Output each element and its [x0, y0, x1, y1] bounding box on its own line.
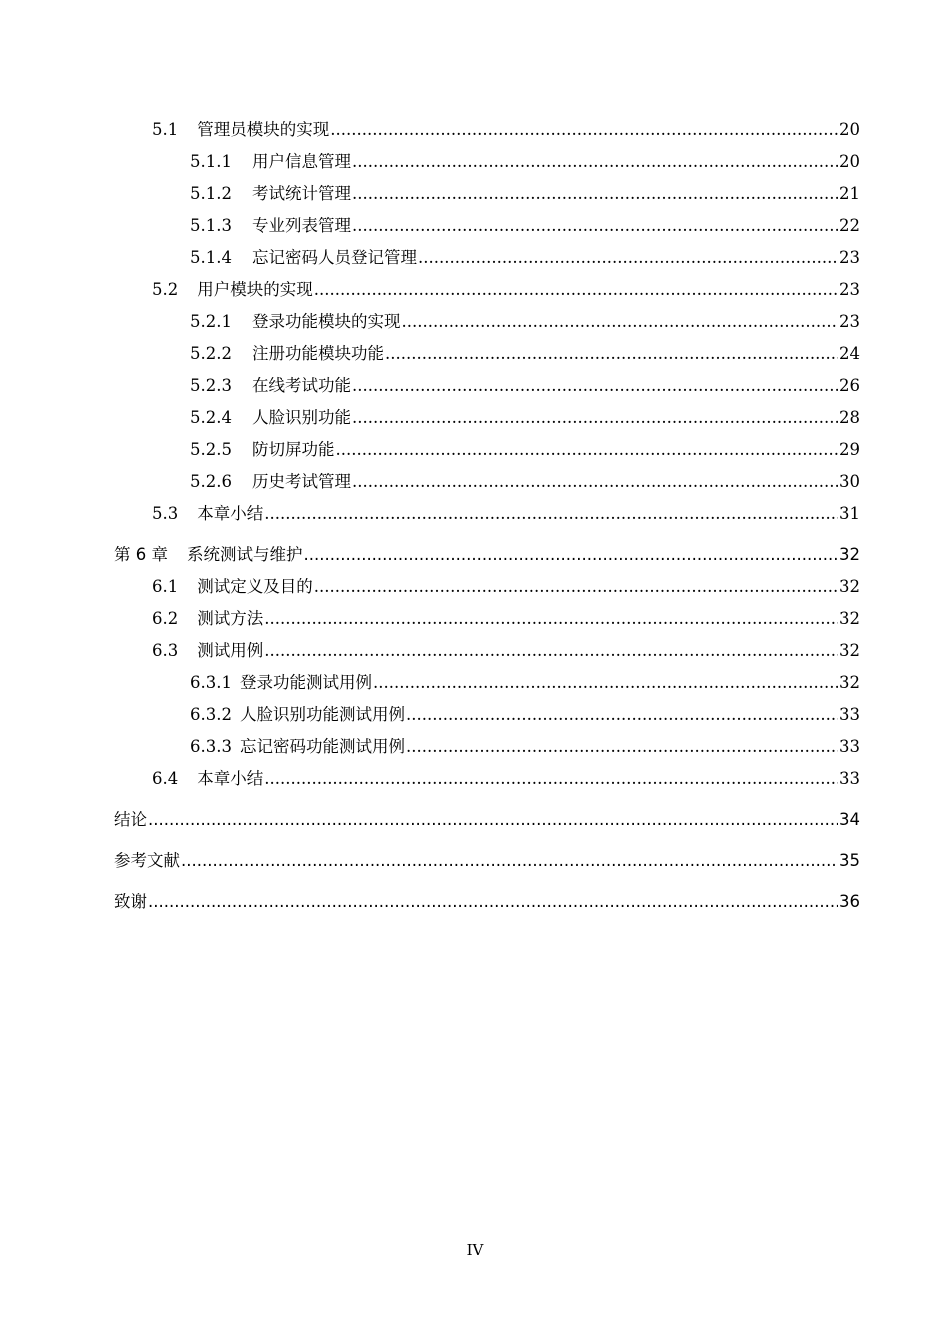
toc-title: 本章小结 [197, 769, 264, 788]
toc-entry[interactable] [114, 672, 860, 694]
toc-leader-dots [418, 247, 838, 269]
toc-page-number: 32 [839, 609, 860, 628]
toc-leader-dots [352, 183, 838, 205]
toc-leader-dots [335, 439, 838, 461]
page-footer-number: IV [466, 1241, 484, 1259]
toc-leader-dots [304, 544, 839, 566]
toc-page-number: 33 [839, 705, 860, 724]
toc-entry[interactable] [114, 215, 860, 237]
toc-page-number: 26 [839, 376, 860, 395]
toc-number: 5.2.6 [190, 472, 232, 491]
toc-page-number: 24 [839, 344, 860, 363]
toc-entry[interactable] [114, 736, 860, 758]
toc-title: 用户模块的实现 [197, 280, 313, 299]
toc-leader-dots [352, 471, 838, 493]
toc-number: 6.4 [152, 769, 179, 788]
toc-entry[interactable] [114, 375, 860, 397]
toc-title: 本章小结 [197, 504, 264, 523]
toc-number: 6.1 [152, 577, 179, 596]
toc-title: 管理员模块的实现 [197, 120, 330, 139]
toc-title: 结论 [114, 810, 147, 829]
toc-title: 登录功能模块的实现 [251, 312, 401, 331]
toc-entry[interactable] [114, 439, 860, 461]
toc-title: 防切屏功能 [251, 440, 335, 459]
toc-title: 注册功能模块功能 [251, 344, 384, 363]
toc-page-number: 33 [839, 737, 860, 756]
toc-page-number: 32 [839, 577, 860, 596]
toc-title: 用户信息管理 [251, 152, 351, 171]
toc-leader-dots [264, 768, 838, 790]
toc-page-number: 34 [839, 810, 860, 829]
toc-title: 测试用例 [197, 641, 264, 660]
toc-title: 登录功能测试用例 [239, 673, 372, 692]
toc-number: 6.3.1 [190, 673, 232, 692]
toc-leader-dots [373, 672, 838, 694]
toc-title: 参考文献 [114, 851, 180, 870]
toc-title: 人脸识别功能测试用例 [239, 705, 405, 724]
toc-number: 5.1.3 [190, 216, 232, 235]
toc-title: 忘记密码人员登记管理 [251, 248, 417, 267]
toc-number: 5.2.3 [190, 376, 232, 395]
toc-number: 5.2.2 [190, 344, 232, 363]
table-of-contents [114, 119, 860, 913]
toc-chapter-entry[interactable] [114, 809, 860, 831]
toc-number: 5.2.5 [190, 440, 232, 459]
toc-number: 5.1.1 [190, 152, 232, 171]
toc-leader-dots [264, 640, 838, 662]
toc-page-number: 32 [839, 545, 860, 564]
toc-leader-dots [352, 215, 838, 237]
toc-number: 6.2 [152, 609, 179, 628]
toc-title: 考试统计管理 [251, 184, 351, 203]
toc-title: 忘记密码功能测试用例 [239, 737, 405, 756]
toc-leader-dots [148, 809, 838, 831]
toc-entry[interactable] [114, 704, 860, 726]
toc-page-number: 33 [839, 769, 860, 788]
toc-entry[interactable] [114, 768, 860, 790]
toc-number: 6.3.2 [190, 705, 232, 724]
toc-entry[interactable] [114, 119, 860, 141]
toc-leader-dots [330, 119, 838, 141]
toc-title: 测试方法 [197, 609, 264, 628]
toc-page-number: 35 [839, 851, 860, 870]
toc-title: 历史考试管理 [251, 472, 351, 491]
toc-title: 人脸识别功能 [251, 408, 351, 427]
toc-number: 第 6 章 [114, 545, 168, 564]
toc-entry[interactable] [114, 503, 860, 525]
toc-leader-dots [385, 343, 838, 365]
toc-page-number: 36 [839, 892, 860, 911]
toc-number: 6.3 [152, 641, 179, 660]
toc-number: 5.2.1 [190, 312, 232, 331]
toc-number: 5.2 [152, 280, 179, 299]
toc-page-number: 31 [839, 504, 860, 523]
toc-chapter-entry[interactable] [114, 850, 860, 872]
toc-number: 5.1 [152, 120, 179, 139]
toc-number: 5.1.4 [190, 248, 232, 267]
toc-title: 专业列表管理 [251, 216, 351, 235]
toc-entry[interactable] [114, 608, 860, 630]
toc-entry[interactable] [114, 311, 860, 333]
toc-leader-dots [264, 608, 838, 630]
toc-page-number: 32 [839, 673, 860, 692]
toc-entry[interactable] [114, 279, 860, 301]
toc-page-number: 23 [839, 280, 860, 299]
toc-page-number: 22 [839, 216, 860, 235]
toc-leader-dots [264, 503, 838, 525]
toc-number: 6.3.3 [190, 737, 232, 756]
toc-leader-dots [401, 311, 838, 333]
toc-entry[interactable] [114, 151, 860, 173]
toc-page-number: 20 [839, 120, 860, 139]
toc-page-number: 23 [839, 248, 860, 267]
toc-leader-dots [314, 576, 838, 598]
toc-entry[interactable] [114, 576, 860, 598]
toc-entry[interactable] [114, 471, 860, 493]
toc-leader-dots [181, 850, 838, 872]
toc-title: 测试定义及目的 [197, 577, 313, 596]
toc-page-number: 20 [839, 152, 860, 171]
toc-number: 5.1.2 [190, 184, 232, 203]
toc-entry[interactable] [114, 640, 860, 662]
toc-page-number: 32 [839, 641, 860, 660]
toc-entry[interactable] [114, 183, 860, 205]
toc-leader-dots [352, 375, 838, 397]
toc-page-number: 23 [839, 312, 860, 331]
toc-entry[interactable] [114, 343, 860, 365]
toc-title: 致谢 [114, 892, 147, 911]
toc-leader-dots [406, 736, 838, 758]
toc-title: 在线考试功能 [251, 376, 351, 395]
toc-page-number: 30 [839, 472, 860, 491]
toc-page-number: 29 [839, 440, 860, 459]
toc-leader-dots [314, 279, 838, 301]
toc-number: 5.2.4 [190, 408, 232, 427]
toc-chapter-entry[interactable] [114, 544, 860, 566]
toc-title: 系统测试与维护 [187, 545, 303, 564]
toc-leader-dots [352, 151, 838, 173]
toc-leader-dots [352, 407, 838, 429]
toc-page-number: 28 [839, 408, 860, 427]
toc-entry[interactable] [114, 247, 860, 269]
toc-number: 5.3 [152, 504, 179, 523]
toc-leader-dots [148, 891, 838, 913]
toc-entry[interactable] [114, 407, 860, 429]
toc-chapter-entry[interactable] [114, 891, 860, 913]
toc-leader-dots [406, 704, 838, 726]
toc-page-number: 21 [839, 184, 860, 203]
